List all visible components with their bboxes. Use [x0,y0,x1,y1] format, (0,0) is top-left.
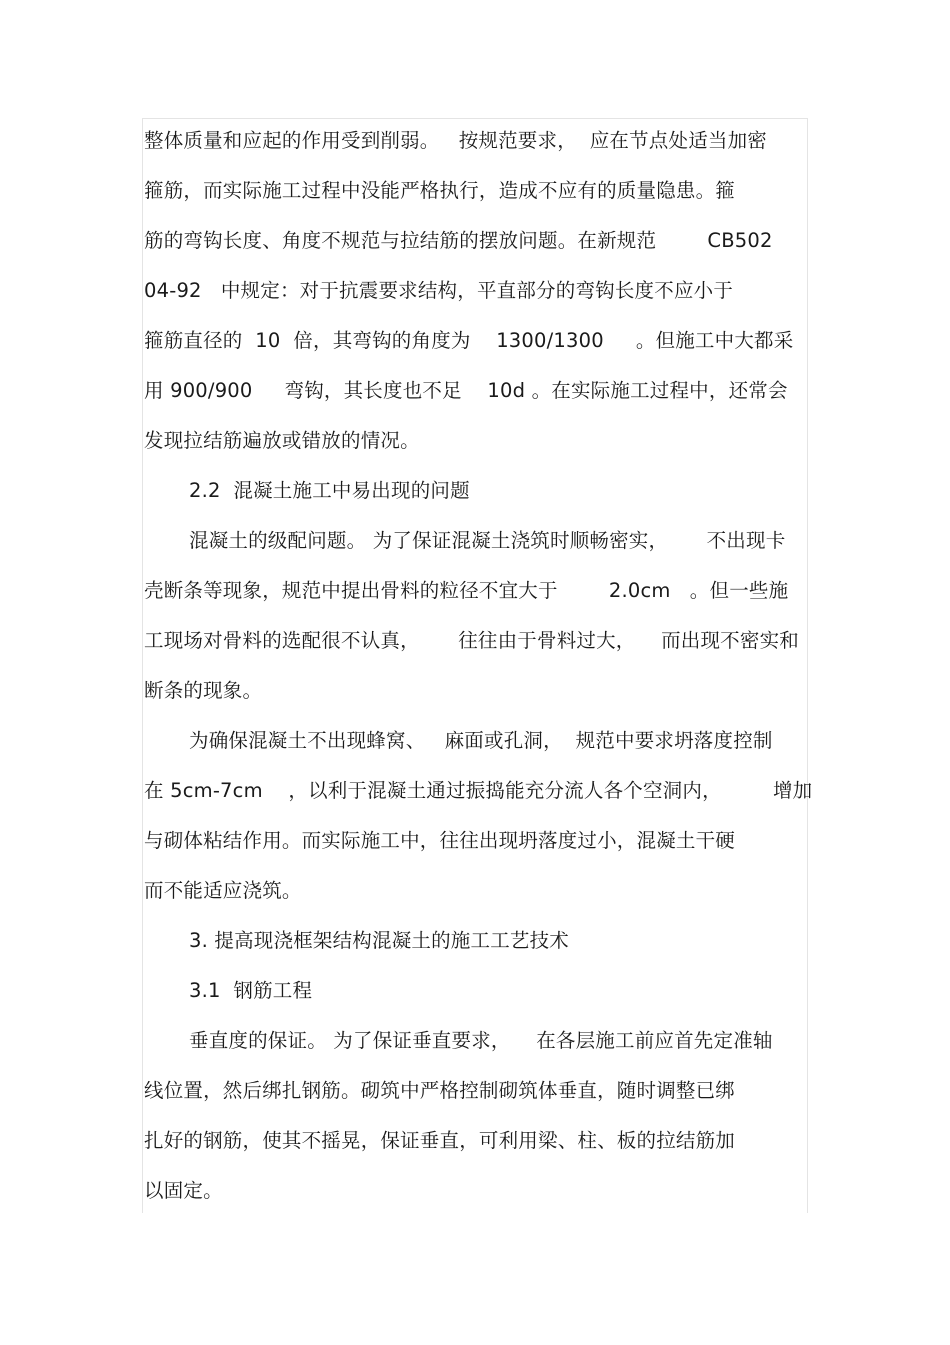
text-line: 在 5cm-7cm ，以利于混凝土通过振捣能充分流人各个空洞内， 增加 [144,779,813,802]
text-line: 线位置，然后绑扎钢筋。砌筑中严格控制砌筑体垂直，随时调整已绑 [144,1079,736,1102]
text-line: 发现拉结筋遍放或错放的情况。 [144,429,420,452]
document-body [144,124,814,1224]
text-line: 与砌体粘结作用。而实际施工中，往往出现坍落度过小，混凝土干硬 [144,829,736,852]
text-line: 箍筋直径的 10 倍，其弯钩的角度为 1300/1300 。但施工中大都采 [144,329,794,352]
text-line: 04-92 中规定：对于抗震要求结构，平直部分的弯钩长度不应小于 [144,279,734,302]
paragraph-start: 为确保混凝土不出现蜂窝、 麻面或孔洞， 规范中要求坍落度控制 [189,729,773,752]
paragraph-start: 垂直度的保证。 为了保证垂直要求， 在各层施工前应首先定准轴 [189,1029,773,1052]
text-line: 扎好的钢筋，使其不摇晃，保证垂直，可利用梁、柱、板的拉结筋加 [144,1129,736,1152]
text-line: 断条的现象。 [144,679,263,702]
section-heading: 2.2 混凝土施工中易出现的问题 [189,479,470,502]
text-line: 用 900/900 弯钩，其长度也不足 10d 。在实际施工过程中，还常会 [144,379,788,402]
text-line: 整体质量和应起的作用受到削弱。 按规范要求， 应在节点处适当加密 [144,129,767,152]
text-line: 而不能适应浇筑。 [144,879,302,902]
paragraph-start: 混凝土的级配问题。 为了保证混凝土浇筑时顺畅密实， 不出现卡 [189,529,786,552]
text-line: 壳断条等现象，规范中提出骨料的粒径不宜大于 2.0cm 。但一些施 [144,579,789,602]
section-heading: 3.1 钢筋工程 [189,979,313,1002]
text-line: 工现场对骨料的选配很不认真， 往往由于骨料过大， 而出现不密实和 [144,629,799,652]
text-line: 筋的弯钩长度、角度不规范与拉结筋的摆放问题。在新规范 CB502 [144,229,773,252]
text-line: 箍筋，而实际施工过程中没能严格执行，造成不应有的质量隐患。箍 [144,179,736,202]
text-line: 以固定。 [144,1179,223,1202]
section-heading: 3. 提高现浇框架结构混凝土的施工工艺技术 [189,929,570,952]
